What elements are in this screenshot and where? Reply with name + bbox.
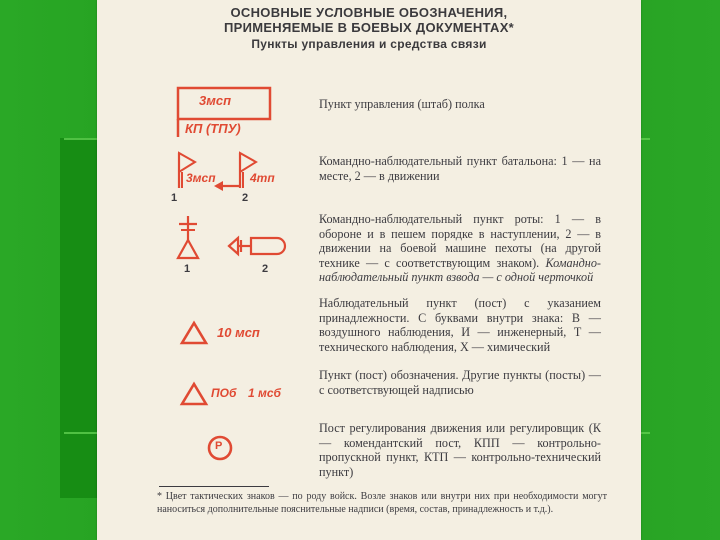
marking-post-label-2: 1 мсб (248, 386, 281, 400)
observation-post-label: 10 мсп (217, 325, 260, 340)
battalion-cnp-number-2: 2 (242, 192, 249, 204)
company-cnp-number-2: 2 (262, 263, 269, 275)
regiment-hq-description: Пункт управления (штаб) полка (319, 97, 485, 111)
company-cnp-number-1: 1 (184, 263, 191, 275)
footnote-divider (159, 486, 269, 487)
marking-post-triangle-icon (179, 381, 209, 407)
company-cnp-description (319, 212, 601, 285)
marking-post-description: Пункт (пост) обозначения. Другие пункты (посты) — с соответствующей надписью (319, 368, 601, 397)
regiment-hq-cp-label: КП (ТПУ) (185, 121, 241, 136)
title-line-2: ПРИМЕНЯЕМЫЕ В БОЕВЫХ ДОКУМЕНТАХ* (223, 20, 515, 35)
company-cnp-description-main: Командно-наблюдательный пункт роты: 1 — в обороне и в пешем порядке в наступлении, 2 — в движении на боевой машине пехоты (на другой технике — с соответствующим знаком). (319, 212, 601, 270)
observation-post-triangle-icon (179, 320, 209, 346)
marking-post-label-1: ПОб (211, 386, 237, 400)
document-page (97, 0, 641, 540)
battalion-cnp-description: Командно-наблюдательный пункт батальона: 1 — на месте, 2 — в движении (319, 154, 601, 183)
title-line-1: ОСНОВНЫЕ УСЛОВНЫЕ ОБОЗНАЧЕНИЯ, (230, 5, 508, 20)
company-cnp-defense-icon (173, 214, 203, 262)
battalion-cnp-label-2: 4тп (250, 171, 275, 185)
footnote: * Цвет тактических знаков — по роду войск. Возле знаков или внутри них при необходимости могут наноситься дополнительные пояснительные надписи (время, состав, принадлежность и т.д.). (157, 491, 607, 515)
traffic-control-label: Р (215, 440, 223, 452)
regiment-hq-unit-label: 3мсп (199, 93, 232, 108)
battalion-cnp-label-1: 3мсп (186, 171, 216, 185)
observation-post-description: Наблюдательный пункт (пост) с указанием принадлежности. С буквами внутри знака: В — воздушного наблюдения, И — инженерный, Т — технического наблюдения, Х — химический (319, 296, 601, 354)
battalion-cnp-number-1: 1 (171, 192, 178, 204)
company-cnp-vehicle-icon (225, 232, 291, 260)
platoon-cnp-note: Командно-наблюдательный пункт взвода — с одной черточкой (319, 255, 601, 284)
subtitle: Пункты управления и средства связи (251, 37, 487, 51)
traffic-control-description: Пост регулирования движения или регулировщик (К — комендантский пост, КПП — контрольно-пропускной пункт, КТП — контрольно-технический пункт) (319, 421, 601, 479)
